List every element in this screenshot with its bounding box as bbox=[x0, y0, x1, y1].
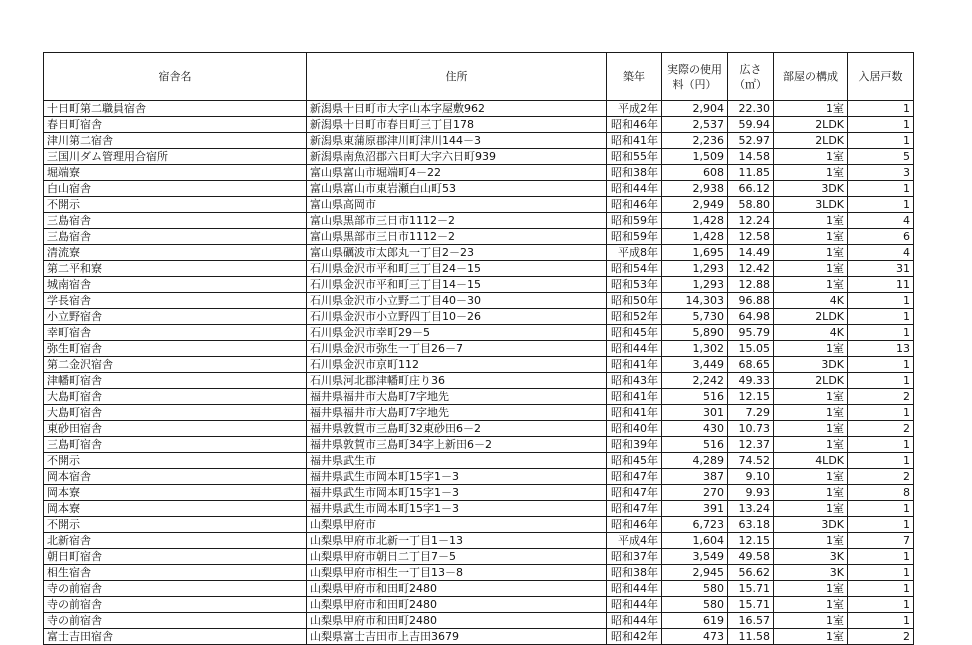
cell-address: 富山県黒部市三日市1112－2 bbox=[307, 213, 607, 229]
cell-fee: 387 bbox=[662, 469, 728, 485]
table-row bbox=[44, 261, 914, 277]
cell-rooms: 1室 bbox=[774, 405, 848, 421]
table-row bbox=[44, 357, 914, 373]
cell-fee: 3,549 bbox=[662, 549, 728, 565]
table-row bbox=[44, 517, 914, 533]
table-row bbox=[44, 501, 914, 517]
cell-name: 寺の前宿舎 bbox=[44, 613, 307, 629]
cell-rooms: 1室 bbox=[774, 613, 848, 629]
cell-name: 十日町第二職員宿舎 bbox=[44, 101, 307, 117]
cell-units: 1 bbox=[848, 549, 914, 565]
cell-units: 1 bbox=[848, 133, 914, 149]
header-address: 住所 bbox=[307, 53, 607, 101]
cell-address: 福井県武生市岡本町15字1－3 bbox=[307, 501, 607, 517]
table-row bbox=[44, 549, 914, 565]
cell-rooms: 1室 bbox=[774, 245, 848, 261]
cell-area: 13.24 bbox=[728, 501, 774, 517]
cell-units: 1 bbox=[848, 453, 914, 469]
cell-rooms: 1室 bbox=[774, 341, 848, 357]
cell-rooms: 4K bbox=[774, 325, 848, 341]
cell-area: 12.58 bbox=[728, 229, 774, 245]
cell-units: 2 bbox=[848, 629, 914, 645]
cell-rooms: 3K bbox=[774, 549, 848, 565]
cell-rooms: 1室 bbox=[774, 597, 848, 613]
cell-fee: 580 bbox=[662, 581, 728, 597]
cell-area: 49.33 bbox=[728, 373, 774, 389]
cell-area: 12.15 bbox=[728, 533, 774, 549]
cell-name: 北新宿舎 bbox=[44, 533, 307, 549]
cell-address: 福井県福井市大島町7字地先 bbox=[307, 389, 607, 405]
cell-built: 昭和45年 bbox=[607, 453, 662, 469]
cell-rooms: 1室 bbox=[774, 485, 848, 501]
cell-area: 14.49 bbox=[728, 245, 774, 261]
table-row bbox=[44, 213, 914, 229]
header-fee: 実際の使用料（円） bbox=[662, 53, 728, 101]
cell-area: 15.71 bbox=[728, 581, 774, 597]
cell-address: 福井県武生市岡本町15字1－3 bbox=[307, 485, 607, 501]
cell-address: 山梨県甲府市相生一丁目13－8 bbox=[307, 565, 607, 581]
cell-built: 昭和50年 bbox=[607, 293, 662, 309]
cell-rooms: 1室 bbox=[774, 469, 848, 485]
cell-area: 7.29 bbox=[728, 405, 774, 421]
cell-name: 富士吉田宿舎 bbox=[44, 629, 307, 645]
cell-units: 1 bbox=[848, 293, 914, 309]
cell-name: 不開示 bbox=[44, 453, 307, 469]
cell-units: 1 bbox=[848, 565, 914, 581]
cell-built: 昭和54年 bbox=[607, 261, 662, 277]
cell-area: 64.98 bbox=[728, 309, 774, 325]
cell-rooms: 1室 bbox=[774, 501, 848, 517]
cell-name: 堀端寮 bbox=[44, 165, 307, 181]
cell-built: 昭和46年 bbox=[607, 197, 662, 213]
cell-built: 平成4年 bbox=[607, 533, 662, 549]
cell-area: 9.93 bbox=[728, 485, 774, 501]
cell-units: 4 bbox=[848, 213, 914, 229]
cell-built: 昭和47年 bbox=[607, 501, 662, 517]
cell-fee: 1,293 bbox=[662, 277, 728, 293]
cell-built: 昭和37年 bbox=[607, 549, 662, 565]
cell-area: 12.37 bbox=[728, 437, 774, 453]
cell-address: 山梨県甲府市和田町2480 bbox=[307, 597, 607, 613]
cell-fee: 1,302 bbox=[662, 341, 728, 357]
cell-fee: 301 bbox=[662, 405, 728, 421]
cell-area: 10.73 bbox=[728, 421, 774, 437]
cell-units: 1 bbox=[848, 197, 914, 213]
cell-address: 山梨県甲府市北新一丁目1－13 bbox=[307, 533, 607, 549]
cell-name: 城南宿舎 bbox=[44, 277, 307, 293]
cell-fee: 1,604 bbox=[662, 533, 728, 549]
cell-name: 学長宿舎 bbox=[44, 293, 307, 309]
table-row bbox=[44, 229, 914, 245]
table-row bbox=[44, 421, 914, 437]
cell-address: 福井県敦賀市三島町32東砂田6－2 bbox=[307, 421, 607, 437]
cell-fee: 2,236 bbox=[662, 133, 728, 149]
cell-address: 新潟県南魚沼郡六日町大字六日町939 bbox=[307, 149, 607, 165]
cell-address: 福井県敦賀市三島町34字上新田6－2 bbox=[307, 437, 607, 453]
cell-name: 白山宿舎 bbox=[44, 181, 307, 197]
cell-address: 石川県金沢市小立野二丁目40－30 bbox=[307, 293, 607, 309]
cell-units: 1 bbox=[848, 405, 914, 421]
table-row bbox=[44, 629, 914, 645]
cell-units: 1 bbox=[848, 613, 914, 629]
cell-fee: 1,428 bbox=[662, 229, 728, 245]
cell-units: 3 bbox=[848, 165, 914, 181]
cell-address: 石川県河北郡津幡町庄り36 bbox=[307, 373, 607, 389]
cell-built: 昭和43年 bbox=[607, 373, 662, 389]
table-row bbox=[44, 165, 914, 181]
cell-rooms: 1室 bbox=[774, 629, 848, 645]
table-row bbox=[44, 405, 914, 421]
cell-built: 昭和59年 bbox=[607, 229, 662, 245]
cell-address: 新潟県東蒲原郡津川町津川144－3 bbox=[307, 133, 607, 149]
cell-rooms: 1室 bbox=[774, 101, 848, 117]
cell-units: 2 bbox=[848, 469, 914, 485]
cell-fee: 14,303 bbox=[662, 293, 728, 309]
cell-address: 富山県富山市堀端町4－22 bbox=[307, 165, 607, 181]
cell-fee: 1,428 bbox=[662, 213, 728, 229]
cell-fee: 2,242 bbox=[662, 373, 728, 389]
table-row bbox=[44, 197, 914, 213]
cell-fee: 516 bbox=[662, 437, 728, 453]
cell-address: 富山県礪波市太郎丸一丁目2－23 bbox=[307, 245, 607, 261]
cell-address: 山梨県甲府市 bbox=[307, 517, 607, 533]
cell-rooms: 3DK bbox=[774, 181, 848, 197]
cell-rooms: 3DK bbox=[774, 357, 848, 373]
cell-built: 昭和40年 bbox=[607, 421, 662, 437]
cell-area: 12.42 bbox=[728, 261, 774, 277]
cell-name: 大島町宿舎 bbox=[44, 389, 307, 405]
cell-name: 幸町宿舎 bbox=[44, 325, 307, 341]
table-row bbox=[44, 581, 914, 597]
cell-built: 平成8年 bbox=[607, 245, 662, 261]
cell-area: 49.58 bbox=[728, 549, 774, 565]
cell-fee: 1,293 bbox=[662, 261, 728, 277]
cell-name: 不開示 bbox=[44, 197, 307, 213]
cell-units: 31 bbox=[848, 261, 914, 277]
cell-units: 13 bbox=[848, 341, 914, 357]
cell-units: 1 bbox=[848, 517, 914, 533]
cell-built: 昭和55年 bbox=[607, 149, 662, 165]
cell-rooms: 1室 bbox=[774, 149, 848, 165]
cell-fee: 6,723 bbox=[662, 517, 728, 533]
table-row bbox=[44, 181, 914, 197]
cell-units: 1 bbox=[848, 325, 914, 341]
cell-area: 68.65 bbox=[728, 357, 774, 373]
cell-units: 1 bbox=[848, 357, 914, 373]
cell-area: 52.97 bbox=[728, 133, 774, 149]
cell-fee: 1,509 bbox=[662, 149, 728, 165]
cell-area: 9.10 bbox=[728, 469, 774, 485]
cell-address: 石川県金沢市平和町三丁目14－15 bbox=[307, 277, 607, 293]
cell-area: 22.30 bbox=[728, 101, 774, 117]
cell-address: 新潟県十日町市大字山本字屋敷962 bbox=[307, 101, 607, 117]
cell-built: 昭和45年 bbox=[607, 325, 662, 341]
cell-units: 1 bbox=[848, 309, 914, 325]
cell-built: 平成2年 bbox=[607, 101, 662, 117]
cell-rooms: 2LDK bbox=[774, 309, 848, 325]
cell-address: 福井県福井市大島町7字地先 bbox=[307, 405, 607, 421]
cell-address: 山梨県富士吉田市上吉田3679 bbox=[307, 629, 607, 645]
cell-address: 富山県高岡市 bbox=[307, 197, 607, 213]
cell-units: 2 bbox=[848, 421, 914, 437]
header-area: 広さ（㎡） bbox=[728, 53, 774, 101]
cell-built: 昭和38年 bbox=[607, 565, 662, 581]
table-row bbox=[44, 325, 914, 341]
cell-address: 石川県金沢市幸町29－5 bbox=[307, 325, 607, 341]
cell-fee: 473 bbox=[662, 629, 728, 645]
cell-built: 昭和44年 bbox=[607, 181, 662, 197]
table-row bbox=[44, 389, 914, 405]
cell-units: 1 bbox=[848, 101, 914, 117]
cell-rooms: 1室 bbox=[774, 229, 848, 245]
cell-units: 5 bbox=[848, 149, 914, 165]
cell-fee: 5,730 bbox=[662, 309, 728, 325]
cell-name: 弥生町宿舎 bbox=[44, 341, 307, 357]
cell-name: 三国川ダム管理用合宿所 bbox=[44, 149, 307, 165]
cell-address: 山梨県甲府市和田町2480 bbox=[307, 581, 607, 597]
cell-built: 昭和53年 bbox=[607, 277, 662, 293]
cell-name: 三島宿舎 bbox=[44, 229, 307, 245]
cell-rooms: 3K bbox=[774, 565, 848, 581]
cell-fee: 580 bbox=[662, 597, 728, 613]
cell-units: 11 bbox=[848, 277, 914, 293]
cell-fee: 2,938 bbox=[662, 181, 728, 197]
table-row bbox=[44, 373, 914, 389]
cell-name: 岡本寮 bbox=[44, 485, 307, 501]
cell-name: 津川第二宿舎 bbox=[44, 133, 307, 149]
cell-built: 昭和44年 bbox=[607, 341, 662, 357]
cell-rooms: 4K bbox=[774, 293, 848, 309]
table-row bbox=[44, 133, 914, 149]
cell-built: 昭和44年 bbox=[607, 613, 662, 629]
table-row bbox=[44, 245, 914, 261]
cell-name: 津幡町宿舎 bbox=[44, 373, 307, 389]
cell-fee: 3,449 bbox=[662, 357, 728, 373]
cell-address: 石川県金沢市平和町三丁目24－15 bbox=[307, 261, 607, 277]
cell-rooms: 2LDK bbox=[774, 373, 848, 389]
cell-units: 2 bbox=[848, 389, 914, 405]
cell-fee: 1,695 bbox=[662, 245, 728, 261]
table-row bbox=[44, 453, 914, 469]
cell-built: 昭和52年 bbox=[607, 309, 662, 325]
header-units: 入居戸数 bbox=[848, 53, 914, 101]
cell-units: 1 bbox=[848, 597, 914, 613]
cell-area: 56.62 bbox=[728, 565, 774, 581]
cell-area: 58.80 bbox=[728, 197, 774, 213]
cell-built: 昭和38年 bbox=[607, 165, 662, 181]
cell-name: 朝日町宿舎 bbox=[44, 549, 307, 565]
cell-name: 三島宿舎 bbox=[44, 213, 307, 229]
cell-fee: 2,537 bbox=[662, 117, 728, 133]
cell-name: 大島町宿舎 bbox=[44, 405, 307, 421]
cell-fee: 2,945 bbox=[662, 565, 728, 581]
housing-table bbox=[43, 52, 914, 645]
cell-built: 昭和44年 bbox=[607, 597, 662, 613]
cell-fee: 391 bbox=[662, 501, 728, 517]
header-built: 築年 bbox=[607, 53, 662, 101]
table-row bbox=[44, 341, 914, 357]
cell-rooms: 1室 bbox=[774, 437, 848, 453]
cell-area: 12.24 bbox=[728, 213, 774, 229]
cell-built: 昭和41年 bbox=[607, 357, 662, 373]
cell-name: 小立野宿舎 bbox=[44, 309, 307, 325]
cell-name: 第二金沢宿舎 bbox=[44, 357, 307, 373]
cell-rooms: 1室 bbox=[774, 533, 848, 549]
table-row bbox=[44, 565, 914, 581]
cell-built: 昭和47年 bbox=[607, 485, 662, 501]
cell-fee: 5,890 bbox=[662, 325, 728, 341]
cell-area: 12.88 bbox=[728, 277, 774, 293]
cell-built: 昭和41年 bbox=[607, 133, 662, 149]
cell-area: 59.94 bbox=[728, 117, 774, 133]
cell-rooms: 1室 bbox=[774, 389, 848, 405]
cell-built: 昭和44年 bbox=[607, 581, 662, 597]
cell-rooms: 3LDK bbox=[774, 197, 848, 213]
table-row bbox=[44, 597, 914, 613]
cell-address: 石川県金沢市京町112 bbox=[307, 357, 607, 373]
cell-area: 11.58 bbox=[728, 629, 774, 645]
header-name: 宿舎名 bbox=[44, 53, 307, 101]
cell-name: 東砂田宿舎 bbox=[44, 421, 307, 437]
table-row bbox=[44, 101, 914, 117]
cell-fee: 4,289 bbox=[662, 453, 728, 469]
cell-address: 石川県金沢市小立野四丁目10－26 bbox=[307, 309, 607, 325]
cell-name: 不開示 bbox=[44, 517, 307, 533]
cell-rooms: 1室 bbox=[774, 261, 848, 277]
cell-rooms: 1室 bbox=[774, 165, 848, 181]
cell-name: 寺の前宿舎 bbox=[44, 597, 307, 613]
cell-name: 第二平和寮 bbox=[44, 261, 307, 277]
cell-built: 昭和46年 bbox=[607, 117, 662, 133]
table-row bbox=[44, 469, 914, 485]
cell-area: 14.58 bbox=[728, 149, 774, 165]
cell-name: 相生宿舎 bbox=[44, 565, 307, 581]
table-row bbox=[44, 149, 914, 165]
cell-units: 1 bbox=[848, 501, 914, 517]
cell-name: 寺の前宿舎 bbox=[44, 581, 307, 597]
cell-fee: 430 bbox=[662, 421, 728, 437]
cell-address: 福井県武生市 bbox=[307, 453, 607, 469]
cell-address: 山梨県甲府市和田町2480 bbox=[307, 613, 607, 629]
cell-built: 昭和46年 bbox=[607, 517, 662, 533]
cell-rooms: 2LDK bbox=[774, 117, 848, 133]
cell-units: 4 bbox=[848, 245, 914, 261]
cell-area: 74.52 bbox=[728, 453, 774, 469]
cell-built: 昭和41年 bbox=[607, 389, 662, 405]
header-row bbox=[44, 53, 914, 101]
cell-fee: 619 bbox=[662, 613, 728, 629]
table-row bbox=[44, 613, 914, 629]
cell-area: 63.18 bbox=[728, 517, 774, 533]
cell-units: 1 bbox=[848, 117, 914, 133]
cell-built: 昭和47年 bbox=[607, 469, 662, 485]
cell-name: 清流寮 bbox=[44, 245, 307, 261]
cell-units: 1 bbox=[848, 437, 914, 453]
header-rooms: 部屋の構成 bbox=[774, 53, 848, 101]
cell-area: 96.88 bbox=[728, 293, 774, 309]
cell-address: 新潟県十日町市春日町三丁目178 bbox=[307, 117, 607, 133]
cell-rooms: 3DK bbox=[774, 517, 848, 533]
table-row bbox=[44, 533, 914, 549]
cell-address: 富山県富山市東岩瀬白山町53 bbox=[307, 181, 607, 197]
cell-rooms: 1室 bbox=[774, 213, 848, 229]
cell-fee: 270 bbox=[662, 485, 728, 501]
cell-address: 石川県金沢市弥生一丁目26－7 bbox=[307, 341, 607, 357]
cell-rooms: 1室 bbox=[774, 581, 848, 597]
cell-units: 6 bbox=[848, 229, 914, 245]
cell-built: 昭和39年 bbox=[607, 437, 662, 453]
table-row bbox=[44, 485, 914, 501]
cell-units: 1 bbox=[848, 581, 914, 597]
cell-address: 富山県黒部市三日市1112－2 bbox=[307, 229, 607, 245]
table-row bbox=[44, 309, 914, 325]
cell-name: 岡本宿舎 bbox=[44, 469, 307, 485]
cell-fee: 516 bbox=[662, 389, 728, 405]
cell-units: 1 bbox=[848, 181, 914, 197]
table-row bbox=[44, 277, 914, 293]
table-row bbox=[44, 117, 914, 133]
cell-units: 8 bbox=[848, 485, 914, 501]
cell-rooms: 2LDK bbox=[774, 133, 848, 149]
cell-area: 11.85 bbox=[728, 165, 774, 181]
cell-units: 7 bbox=[848, 533, 914, 549]
cell-built: 昭和41年 bbox=[607, 405, 662, 421]
table-row bbox=[44, 437, 914, 453]
cell-fee: 2,904 bbox=[662, 101, 728, 117]
cell-units: 1 bbox=[848, 373, 914, 389]
cell-rooms: 1室 bbox=[774, 277, 848, 293]
cell-rooms: 1室 bbox=[774, 421, 848, 437]
cell-name: 春日町宿舎 bbox=[44, 117, 307, 133]
cell-address: 福井県武生市岡本町15字1－3 bbox=[307, 469, 607, 485]
cell-area: 66.12 bbox=[728, 181, 774, 197]
cell-fee: 608 bbox=[662, 165, 728, 181]
cell-fee: 2,949 bbox=[662, 197, 728, 213]
cell-area: 15.71 bbox=[728, 597, 774, 613]
cell-built: 昭和59年 bbox=[607, 213, 662, 229]
cell-built: 昭和42年 bbox=[607, 629, 662, 645]
table-row bbox=[44, 293, 914, 309]
cell-area: 16.57 bbox=[728, 613, 774, 629]
cell-area: 95.79 bbox=[728, 325, 774, 341]
cell-address: 山梨県甲府市朝日二丁目7－5 bbox=[307, 549, 607, 565]
cell-area: 12.15 bbox=[728, 389, 774, 405]
cell-rooms: 4LDK bbox=[774, 453, 848, 469]
cell-name: 岡本寮 bbox=[44, 501, 307, 517]
cell-area: 15.05 bbox=[728, 341, 774, 357]
cell-name: 三島町宿舎 bbox=[44, 437, 307, 453]
